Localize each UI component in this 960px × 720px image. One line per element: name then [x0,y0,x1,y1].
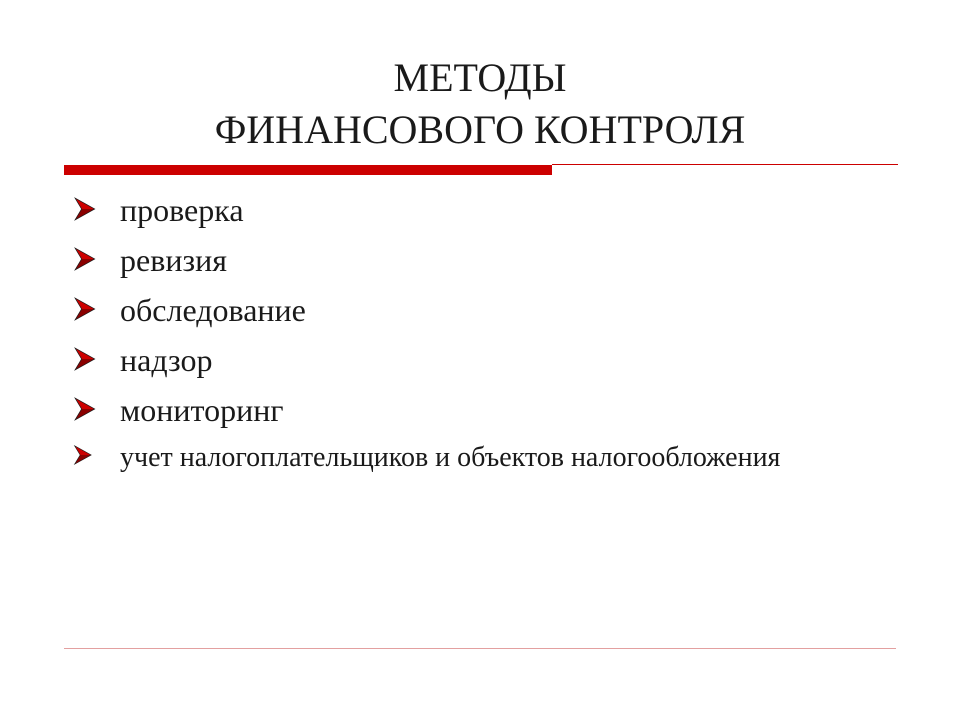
title-line-1: МЕТОДЫ [393,55,567,100]
title-line-2: ФИНАНСОВОГО КОНТРОЛЯ [214,107,746,152]
list-item [70,392,890,428]
bullet-list [70,192,890,488]
list-item-text: надзор [120,342,213,378]
list-item [70,342,890,378]
arrow-bullet-icon [72,196,98,222]
arrow-bullet-icon [72,246,98,272]
list-item [70,242,890,278]
list-item [70,192,890,228]
arrow-bullet-icon [72,444,94,466]
footer-rule [64,648,896,649]
list-item-text: учет налогоплательщиков и объектов налогообложения [120,442,781,473]
list-item-text: ревизия [120,242,227,278]
list-item-text: мониторинг [120,392,284,428]
title-underline-thin [552,164,898,165]
arrow-bullet-icon [72,296,98,322]
list-item-text: проверка [120,192,244,228]
list-item [70,292,890,328]
title-underline-thick [64,165,552,175]
list-item-text: обследование [120,292,306,328]
arrow-bullet-icon [72,396,98,422]
arrow-bullet-icon [72,346,98,372]
list-item [70,442,890,474]
slide-title [170,52,790,156]
